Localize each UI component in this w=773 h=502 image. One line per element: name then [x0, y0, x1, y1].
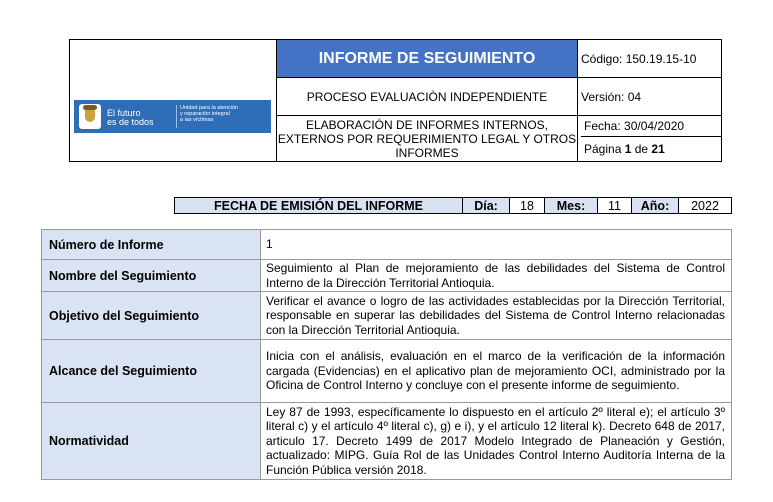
year-value: 2022 [679, 198, 732, 214]
document-code: Código: 150.19.15-10 [578, 40, 722, 78]
row-value: Ley 87 de 1993, específicamente lo dispuesto en el artículo 2º literal e); el artículo 3º literal c) y el artículo 4º literal c), g) e i), y el artículo 12 literal k). Decreto 648 de 2017, articulo 17. Decreto 1499 de 2017 Modelo Integrado de Planeación y Gestión, actualizado: MIPG. Guía Rol de las Unidades Control Interno Auditoría Interna de la Función Pública versión 2018. [261, 403, 732, 480]
table-row [42, 292, 732, 340]
row-value: 1 [261, 230, 732, 260]
table-row [42, 230, 732, 260]
report-info-table [41, 229, 732, 480]
row-label: Objetivo del Seguimiento [42, 292, 261, 340]
table-row [42, 260, 732, 292]
logo-agency-name: Unidad para la atención y reparación integral a las víctimas [180, 105, 239, 123]
month-value: 11 [598, 198, 632, 214]
issue-date-row [174, 197, 732, 214]
row-value: Inicia con el análisis, evaluación en el marco de la verificación de la información cargada (Evidencias) en el aplicativo plan de mejoramiento OCI, administrado por la Oficina de Control Interno y concluye con el presente informe de seguimiento. [261, 340, 732, 403]
day-value: 18 [510, 198, 545, 214]
table-row [42, 340, 732, 403]
document-date: Fecha: 30/04/2020 [581, 116, 721, 137]
date-page-cell [578, 116, 722, 162]
process-name: PROCESO EVALUACIÒN INDEPENDIENTE [277, 78, 578, 116]
table-row [42, 403, 732, 480]
row-label: Nombre del Seguimiento [42, 260, 261, 292]
day-label: Día: [463, 198, 510, 214]
row-value: Verificar el avance o logro de las actividades establecidas por la Dirección Territorial, responsable en superar las debilidades del Sistema de Control Interno relacionadas con la Dirección Territorial Antioquia. [261, 292, 732, 340]
report-title: INFORME DE SEGUIMIENTO [277, 40, 578, 78]
institution-logo [74, 100, 271, 133]
row-label: Número de Informe [42, 230, 261, 260]
coat-of-arms-icon [79, 104, 101, 129]
document-version: Versión: 04 [578, 78, 722, 116]
row-value: Seguimiento al Plan de mejoramiento de las debilidades del Sistema de Control Interno de la Dirección Territorial Antioquia. [261, 260, 732, 292]
logo-slogan: El futuro es de todos [107, 108, 154, 127]
logo-cell [70, 40, 277, 162]
row-label: Alcance del Seguimiento [42, 340, 261, 403]
page-number: Página 1 de 21 [584, 142, 665, 156]
year-label: Año: [632, 198, 679, 214]
row-label: Normatividad [42, 403, 261, 480]
document-header [69, 39, 722, 162]
month-label: Mes: [545, 198, 598, 214]
issue-date-label: FECHA DE EMISIÓN DEL INFORME [175, 198, 463, 214]
document-subject: ELABORACIÓN DE INFORMES INTERNOS, EXTERNOS POR REQUERIMIENTO LEGAL Y OTROS INFORMES [277, 117, 577, 160]
